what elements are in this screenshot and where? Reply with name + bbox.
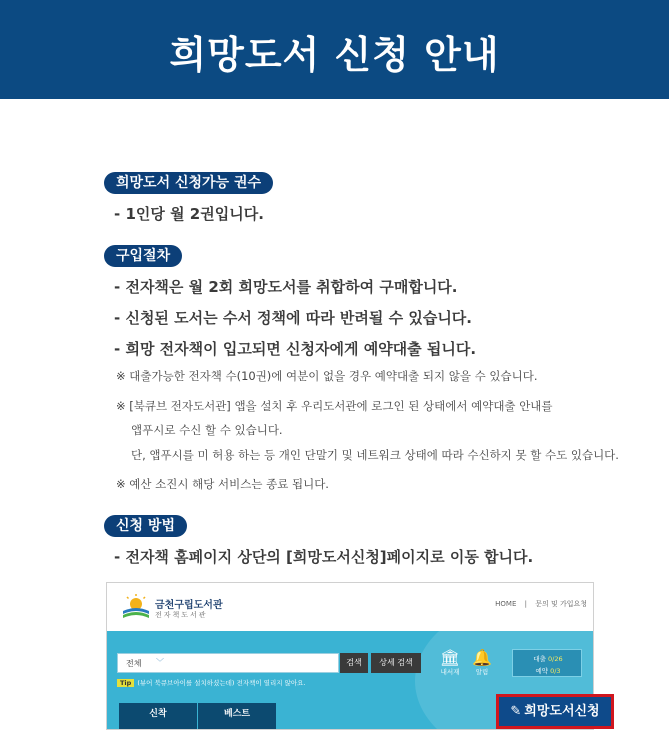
wish-book-request-button[interactable] xyxy=(496,694,614,729)
bell-icon: 🔔 xyxy=(472,648,492,667)
procedure-note: 앱푸시로 수신 할 수 있습니다. xyxy=(131,423,283,437)
search-category[interactable]: 전체 xyxy=(126,659,142,668)
tab-best[interactable]: 베스트 xyxy=(198,703,276,729)
inquiry-link[interactable]: 문의 및 가입요청 xyxy=(535,600,587,608)
site-logo-subtitle: 전자책도서관 xyxy=(155,611,208,619)
tip-text[interactable]: (뷰어 북큐브아이를 설치하셨는데) 전자책이 열리지 않아요. xyxy=(137,679,306,687)
reserve-stat-label: 예약 xyxy=(535,667,548,675)
my-library-button[interactable] xyxy=(435,649,465,676)
tab-new-arrivals[interactable]: 신착 xyxy=(119,703,197,729)
library-icon: 🏛 xyxy=(439,648,461,667)
tip-tag: Tip xyxy=(117,679,134,687)
procedure-note: 단, 앱푸시를 미 허용 하는 등 개인 단말기 및 네트워크 상태에 따라 수신하지 못 할 수도 있습니다. xyxy=(131,448,619,462)
procedure-note: ※ [북큐브 전자도서관] 앱을 설치 후 우리도서관에 로그인 된 상태에서 예약대출 안내를 xyxy=(116,399,553,413)
loan-stat-label: 대출 xyxy=(533,655,546,663)
procedure-note: ※ 대출가능한 전자책 수(10권)에 여분이 없을 경우 예약대출 되지 않을 수 있습니다. xyxy=(116,369,538,383)
procedure-line: - 희망 전자책이 입고되면 신청자에게 예약대출 됩니다. xyxy=(114,340,477,358)
library-logo-icon xyxy=(121,593,151,621)
site-logo-name: 금천구립도서관 xyxy=(155,600,223,611)
top-links-divider: | xyxy=(524,600,527,608)
chevron-down-icon[interactable]: ﹀ xyxy=(156,658,164,667)
site-search-input[interactable] xyxy=(117,653,339,673)
page-title: 희망도서 신청 안내 xyxy=(169,33,500,77)
method-line: - 전자책 홈페이지 상단의 [희망도서신청]페이지로 이동 합니다. xyxy=(114,548,534,566)
loan-stats xyxy=(512,649,582,677)
site-tip[interactable] xyxy=(117,678,306,687)
section-label-quota: 희망도서 신청가능 권수 xyxy=(104,172,273,194)
procedure-note: ※ 예산 소진시 해당 서비스는 종료 됩니다. xyxy=(116,477,329,491)
quota-line: - 1인당 월 2권입니다. xyxy=(114,205,264,223)
page-header xyxy=(0,0,669,99)
reserve-stat xyxy=(513,666,583,675)
loan-stat xyxy=(513,654,583,663)
section-label-method: 신청 방법 xyxy=(104,515,187,537)
notification-button[interactable] xyxy=(467,649,497,676)
reserve-stat-value: 0/3 xyxy=(550,667,561,675)
loan-stat-value: 0/26 xyxy=(548,655,563,663)
wish-book-request-label: 희망도서신청 xyxy=(524,704,600,719)
home-link[interactable]: HOME xyxy=(495,600,517,608)
my-library-label: 내서재 xyxy=(440,668,460,676)
procedure-line: - 전자책은 월 2회 희망도서를 취합하여 구매합니다. xyxy=(114,278,458,296)
section-label-procedure: 구입절차 xyxy=(104,245,182,267)
edit-icon: ✎ xyxy=(510,704,522,719)
procedure-line: - 신청된 도서는 수서 정책에 따라 반려될 수 있습니다. xyxy=(114,309,472,327)
site-advanced-search-button[interactable]: 상세 검색 xyxy=(371,653,421,673)
notification-label: 알림 xyxy=(475,668,489,676)
site-search-button[interactable]: 검색 xyxy=(340,653,368,673)
